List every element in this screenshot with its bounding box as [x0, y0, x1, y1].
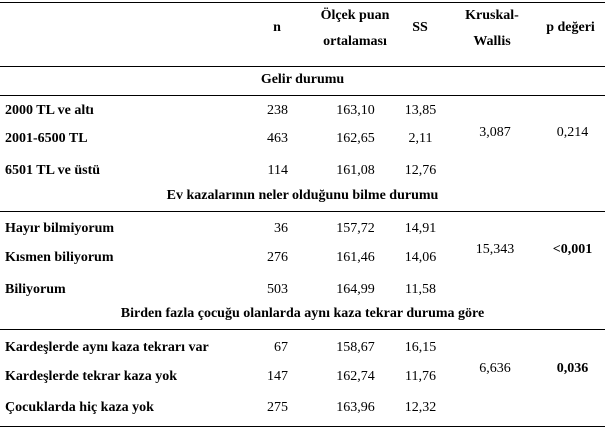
kruskal-wallis-value: 15,343 — [475, 242, 515, 257]
header-p: p değeri — [546, 20, 595, 35]
section-title-income: Gelir durumu — [260, 72, 345, 87]
section-rule-knowledge — [0, 211, 605, 212]
section-title-knowledge: Ev kazalarının neler olduğunu bilme durumu — [166, 188, 439, 203]
section-rule-income — [0, 95, 605, 96]
row-ss: 2,11 — [408, 131, 433, 146]
row-n: 238 — [267, 103, 288, 118]
bottom-rule — [0, 426, 605, 427]
row-mean: 163,10 — [336, 103, 375, 118]
header-ss: SS — [412, 20, 428, 35]
row-ss: 12,32 — [404, 400, 437, 415]
row-ss: 14,06 — [404, 250, 437, 265]
row-ss: 12,76 — [404, 163, 437, 178]
row-mean: 158,67 — [336, 340, 375, 355]
row-label: 2001-6500 TL — [5, 131, 88, 146]
kruskal-wallis-value: 3,087 — [479, 125, 511, 140]
header-rule — [0, 66, 605, 67]
kruskal-wallis-value: 6,636 — [479, 361, 511, 376]
row-n: 275 — [267, 400, 288, 415]
row-ss: 11,76 — [405, 369, 436, 384]
top-rule — [0, 2, 605, 3]
row-label: 2000 TL ve altı — [5, 103, 94, 118]
row-mean: 164,99 — [336, 282, 375, 297]
row-mean: 161,08 — [336, 163, 375, 178]
row-label: Kardeşlerde tekrar kaza yok — [5, 369, 177, 384]
row-label: Hayır bilmiyorum — [5, 221, 115, 236]
row-ss: 14,91 — [404, 221, 437, 236]
row-ss: 16,15 — [404, 340, 437, 355]
row-n: 463 — [267, 131, 288, 146]
row-n: 276 — [267, 250, 288, 265]
row-mean: 162,65 — [336, 131, 375, 146]
row-mean: 162,74 — [336, 369, 375, 384]
row-n: 36 — [274, 221, 288, 236]
section-rule-sibling-accident — [0, 329, 605, 330]
row-ss: 13,85 — [404, 103, 437, 118]
row-label: Kısmen biliyorum — [5, 250, 114, 265]
row-label: Biliyorum — [5, 282, 66, 297]
header-kw-line1: Kruskal- — [465, 8, 519, 23]
p-value: 0,036 — [556, 361, 589, 376]
row-ss: 11,58 — [405, 282, 436, 297]
header-mean-line1: Ölçek puan — [320, 8, 390, 23]
row-n: 147 — [267, 369, 288, 384]
row-mean: 161,46 — [336, 250, 375, 265]
header-n: n — [273, 20, 281, 35]
p-value: <0,001 — [552, 242, 593, 257]
row-mean: 163,96 — [336, 400, 375, 415]
row-label: Kardeşlerde aynı kaza tekrarı var — [5, 340, 209, 355]
row-label: Çocuklarda hiç kaza yok — [5, 400, 154, 415]
row-n: 67 — [274, 340, 288, 355]
header-mean-line2: ortalaması — [323, 34, 387, 49]
row-n: 503 — [267, 282, 288, 297]
header-kw-line2: Wallis — [473, 34, 511, 49]
row-n: 114 — [267, 163, 288, 178]
section-title-sibling-accident: Birden fazla çocuğu olanlarda aynı kaza tekrar duruma göre — [120, 306, 485, 321]
row-mean: 157,72 — [336, 221, 375, 236]
p-value: 0,214 — [556, 125, 589, 140]
row-label: 6501 TL ve üstü — [5, 163, 101, 178]
